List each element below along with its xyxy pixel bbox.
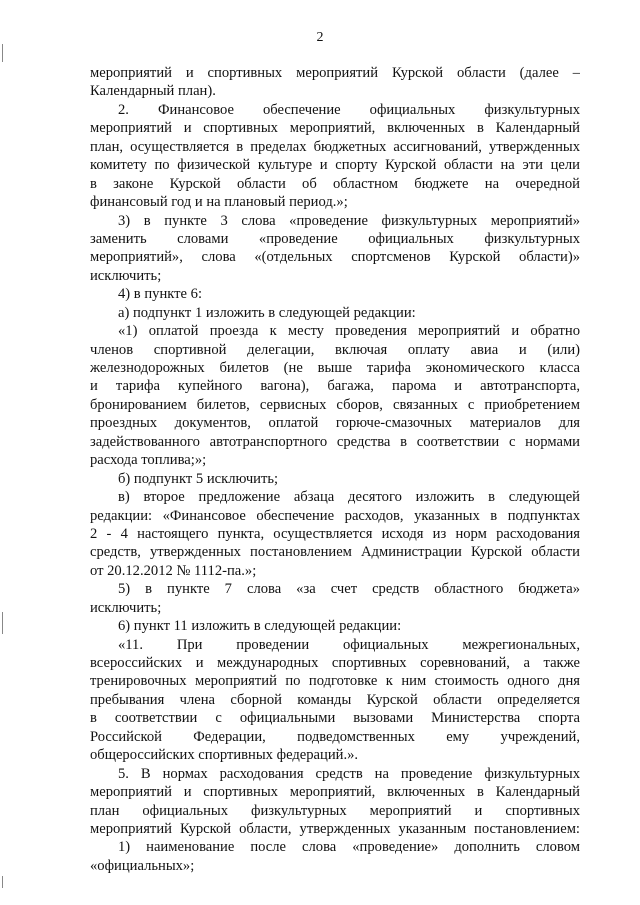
- text-line: проездных документов, оплатой горюче-смазочных материалов для: [90, 415, 580, 432]
- text-line: 3) в пункте 3 слова «проведение физкультурных мероприятий»: [118, 212, 580, 229]
- text-line: в) второе предложение абзаца десятого изложить в следующей: [118, 489, 580, 506]
- document-body: [90, 64, 580, 875]
- text-line: 2 - 4 настоящего пункта, осуществляется исходя из норм расходования: [90, 525, 580, 542]
- text-line: и тарифа купейного вагона), багажа, парома и автотранспорта,: [90, 378, 580, 395]
- text-line: бронированием билетов, сервисных сборов, связанных с приобретением: [90, 396, 580, 413]
- text-line: план официальных физкультурных мероприятий и спортивных: [90, 802, 580, 819]
- text-line: 1) наименование после слова «проведение» дополнить словом: [118, 839, 580, 856]
- text-line: 6) пункт 11 изложить в следующей редакции:: [118, 618, 402, 635]
- scan-edge-mark: [2, 876, 3, 888]
- text-line: средств, утвержденных постановлением Администрации Курской области: [90, 544, 580, 561]
- text-line: расхода топлива;»;: [90, 452, 207, 469]
- text-line: пребывания члена сборной команды Курской области определяется: [90, 691, 580, 708]
- text-line: б) подпункт 5 исключить;: [118, 470, 279, 487]
- text-line: всероссийских и международных спортивных соревнований, а также: [90, 655, 580, 671]
- text-line: финансовый год и на плановый период.»;: [90, 194, 348, 211]
- text-line: мероприятий и спортивных мероприятий, включенных в Календарный: [90, 120, 580, 137]
- text-line: 4) в пункте 6:: [118, 286, 203, 303]
- text-line: а) подпункт 1 изложить в следующей редакции:: [118, 304, 416, 321]
- text-line: мероприятий», слова «(отдельных спортсменов Курской области)»: [90, 249, 580, 266]
- text-line: в законе Курской области об областном бюджете на очередной: [90, 175, 580, 192]
- text-line: в соответствии с официальными вызовами Министерства спорта: [90, 710, 580, 727]
- text-line: мероприятий и спортивных мероприятий, включенных в Календарный: [90, 784, 580, 801]
- text-line: мероприятий Курской области, утвержденных указанным постановлением:: [90, 820, 580, 837]
- text-line: Календарный план).: [90, 83, 216, 100]
- text-line: задействованного автотранспортного средства в соответствии с нормами: [90, 433, 580, 450]
- text-line: «1) оплатой проезда к месту проведения мероприятий и обратно: [118, 323, 580, 340]
- text-line: железнодорожных билетов (не выше тарифа экономического класса: [90, 360, 580, 376]
- text-line: 5. В нормах расходования средств на проведение физкультурных: [118, 765, 580, 782]
- text-line: членов спортивной делегации, включая оплату авиа и (или): [90, 341, 580, 358]
- scan-edge-mark: [2, 612, 3, 634]
- text-line: тренировочных мероприятий по подготовке к ним стоимость одного дня: [90, 673, 580, 690]
- text-line: комитету по физической культуре и спорту Курской области на эти цели: [90, 157, 580, 174]
- text-line: редакции: «Финансовое обеспечение расходов, указанных в подпунктах: [90, 507, 580, 524]
- text-line: мероприятий и спортивных мероприятий Курской области (далее –: [90, 65, 580, 81]
- text-line: общероссийских спортивных федераций.».: [90, 747, 359, 764]
- scan-edge-mark: [2, 44, 3, 62]
- text-line: 5) в пункте 7 слова «за счет средств областного бюджета»: [118, 581, 580, 598]
- text-line: исключить;: [90, 599, 162, 616]
- text-line: Российской Федерации, подведомственных ему учреждений,: [90, 728, 580, 745]
- page-number: 2: [316, 30, 324, 45]
- text-line: «официальных»;: [90, 857, 195, 874]
- text-line: «11. При проведении официальных межрегиональных,: [118, 636, 580, 653]
- text-line: исключить;: [90, 267, 162, 284]
- text-line: план, осуществляется в пределах бюджетных ассигнований, утвержденных: [90, 138, 580, 155]
- text-line: 2. Финансовое обеспечение официальных физкультурных: [118, 101, 580, 118]
- text-line: заменить словами «проведение официальных физкультурных: [90, 230, 580, 247]
- text-line: от 20.12.2012 № 1112-па.»;: [90, 562, 257, 579]
